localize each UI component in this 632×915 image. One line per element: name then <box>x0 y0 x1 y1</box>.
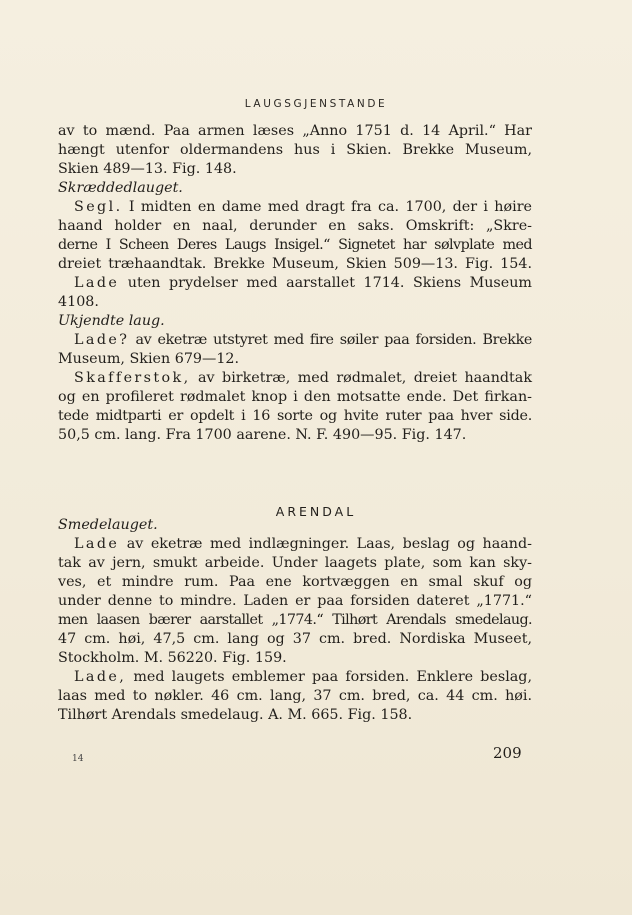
text-line: 4108. <box>58 294 99 310</box>
text-line: under denne to mindre. Laden er paa forsiden dateret „1771.“ <box>58 593 532 609</box>
text-line: Museum, Skien 679—12. <box>58 351 240 367</box>
line-rest: I midten en dame med dragt fra ca. 1700, der i høire <box>122 199 532 215</box>
lead-word: Lade? <box>74 332 130 348</box>
running-head: LAUGSGJENSTANDE <box>244 98 388 110</box>
text-line: haand holder en naal, derunder en saks. Omskrift: „Skre- <box>58 218 532 234</box>
text-line <box>58 198 532 217</box>
text-line <box>58 369 532 388</box>
text-line: og en profileret rødmalet knop i den motsatte ende. Det firkan- <box>58 389 532 405</box>
text-line <box>58 668 532 687</box>
lead-word: Lade <box>74 536 120 552</box>
lead-word: Segl. <box>74 199 123 215</box>
text-line: derne I Scheen Deres Laugs Insigel.“ Signetet har sølvplate med <box>58 237 532 253</box>
text-line: Stockholm. M. 56220. Fig. 159. <box>58 650 287 666</box>
text-line: 50,5 cm. lang. Fra 1700 aarene. N. F. 490—95. Fig. 147. <box>58 427 467 443</box>
signature-mark: 14 <box>72 754 84 764</box>
text-line: men laasen bærer aarstallet „1774.“ Tilhørt Arendals smedelaug. <box>58 612 532 628</box>
text-line: Tilhørt Arendals smedelaug. A. M. 665. Fig. 158. <box>58 707 413 723</box>
lower-text-block <box>58 516 532 725</box>
text-line: 47 cm. høi, 47,5 cm. lang og 37 cm. bred. Nordiska Museet, <box>58 631 532 647</box>
text-line <box>58 274 532 293</box>
text-line: tede midtparti er opdelt i 16 sorte og hvite ruter paa hver side. <box>58 408 532 424</box>
upper-text-block <box>58 122 532 445</box>
line-rest: av eketræ utstyret med fire søiler paa forsiden. Brekke <box>129 332 532 348</box>
line-rest: med laugets emblemer paa forsiden. Enklere beslag, <box>126 669 532 685</box>
lead-word: Skafferstok, <box>74 370 191 386</box>
text-line: hængt utenfor oldermandens hus i Skien. Brekke Museum, <box>58 142 532 158</box>
text-line: tak av jern, smukt arbeide. Under laagets plate, som kan sky- <box>58 555 532 571</box>
text-line: laas med to nøkler. 46 cm. lang, 37 cm. bred, ca. 44 cm. høi. <box>58 688 532 704</box>
text-line: av to mænd. Paa armen læses „Anno 1751 d. 14 April.“ Har <box>58 123 532 139</box>
page-number: 209 <box>493 744 522 762</box>
line-rest: av birketræ, med rødmalet, dreiet haandtak <box>190 370 532 386</box>
subsection-heading: Skræddedlauget. <box>58 180 183 196</box>
text-line <box>58 535 532 554</box>
text-line <box>58 331 532 350</box>
lead-word: Lade <box>74 275 120 291</box>
subsection-heading: Smedelauget. <box>58 517 158 533</box>
section-title: ARENDAL <box>275 504 357 519</box>
subsection-heading: Ukjendte laug. <box>58 313 165 329</box>
line-rest: uten prydelser med aarstallet 1714. Skiens Museum <box>119 275 532 291</box>
lead-word: Lade, <box>74 669 127 685</box>
text-line: Skien 489—13. Fig. 148. <box>58 161 237 177</box>
line-rest: av eketræ med indlægninger. Laas, beslag og haand- <box>119 536 532 552</box>
text-line: ves, et mindre rum. Paa ene kortvæggen en smal skuf og <box>58 574 532 590</box>
text-line: dreiet træhaandtak. Brekke Museum, Skien 509—13. Fig. 154. <box>58 256 532 272</box>
